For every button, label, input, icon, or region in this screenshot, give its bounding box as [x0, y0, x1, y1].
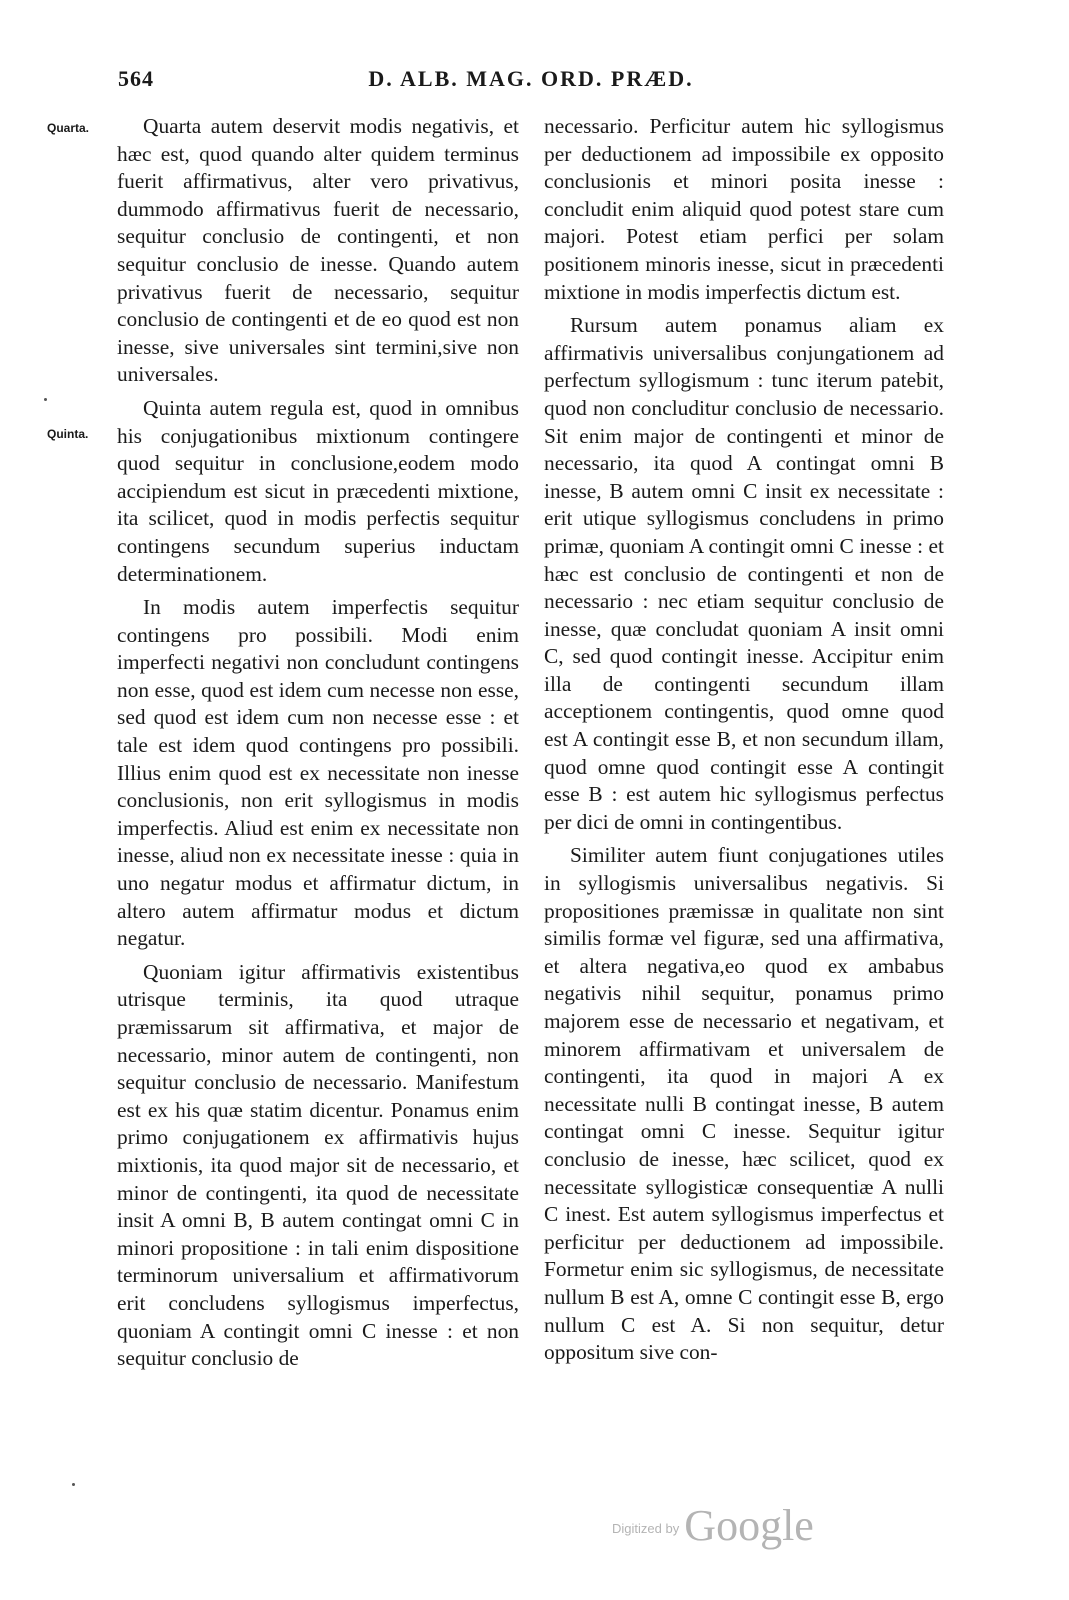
paragraph-quarta: Quarta autem deservit modis negativis, et hæc est, quod quando alter quidem terminus fuerit affirmativus, alter vero privativus, dummodo affirmativus fuerit de necessario, sequitur conclusio de contingenti, et non sequitur conclusio de inesse. Quando autem privativus fuerit de necessario, sequitur conclusio de contingenti et de eo quod est non inesse, sive universales sint termini,sive non universales.: [117, 114, 519, 387]
margin-note-quarta: Quarta.: [47, 121, 90, 135]
paragraph-quoniam: Quoniam igitur affirmativis existentibus utrisque terminis, ita quod utraque præmissarum sit affirmativa, et major de necessario, minor autem de contingenti, non sequitur conclusio de necessario. Manifestum est ex his quæ statim dicentur. Ponamus enim primo conjugationem ex affirmativis hujus mixtionis, ita quod major sit de necessario, et minor de contingenti, ita quod de necessitate insit A omni B, B autem contingat omni C in minori propositione : in tali enim dispositione terminorum universalium et affirmativorum erit concludens syllogismus imperfectus, quoniam A contingit omni C inesse : et non sequitur conclusio de: [117, 959, 519, 1371]
page-header: [118, 66, 944, 96]
right-column: [544, 113, 944, 1367]
paragraph-rursum: Rursum autem ponamus aliam ex affirmativis universalibus conjungationem ad perfectum syllogismum : tunc iterum patebit, quod non concluditur conclusio de necessario. Sit enim major de contingenti et minor de necessario, ita quod A contingat omni B inesse, B autem omni C insit ex necessitate : erit utique syllogismus concludens in primo primæ, quoniam A contingit omni C inesse : et hæc est conclusio de contingenti et non de necessario : nec etiam sequitur conclusio de inesse, quæ concludat quoniam A insit omni C, sed quod contingit inesse. Accipitur enim illa de contingenti secundum illam acceptionem contingentis, quod omne quod est A contingit esse B, et non secundum illam, quod omne quod contingit esse A contingit esse B : est autem hic syllogismus perfectus per dici de omni in contingentibus.: [544, 313, 944, 834]
paragraph-modis-imperfectis: In modis autem imperfectis sequitur contingens pro possibili. Modi enim imperfecti negativi non concludunt contingens non esse, quod est idem cum necesse non esse, sed quod est idem cum non necesse esse : et tale est idem quod contingens pro possibili. Illius enim quod est ex necessitate non inesse conclusionis, non erit syllogismus in modis imperfectis. Aliud est enim ex necessitate non inesse, aliud non ex necessitate inesse : quia in uno negatur modus et affirmatur dictum, in altero autem affirmatur modus et dictum negatur.: [117, 595, 519, 951]
google-logo: Google: [684, 1501, 814, 1550]
watermark-prefix: Digitized by: [612, 1521, 680, 1536]
paragraph-similiter: Similiter autem fiunt conjugationes utiles in syllogismis universalibus negativis. Si propositiones præmissæ in qualitate non sint similis formæ vel figuræ, sed una affirmativa, et altera negativa,eo quod ex ambabus negativis nihil sequitur, ponamus primo majorem esse de necessario et negativam, et minorem affirmativam et universalem de contingenti, ita quod in majori A ex necessitate nulli B contingat inesse, B autem contingat omni C inesse. Sequitur igitur conclusio de inesse, hæc scilicet, quod ex necessitate syllogisticæ consequentiæ A nulli C inest. Est autem syllogismus imperfectus et perficitur per deductionem ad impossibile. Formetur enim sic syllogismus, de necessitate nullum B est A, omne C contingit esse B, ergo nullum C est A. Si non sequitur, detur oppositum sive con-: [544, 843, 944, 1365]
running-head: D. ALB. MAG. ORD. PRÆD.: [368, 66, 694, 91]
margin-speck: [44, 398, 47, 401]
margin-note-quinta: Quinta.: [47, 427, 89, 441]
digitized-watermark: [612, 1500, 814, 1550]
margin-speck: [72, 1483, 75, 1486]
page-number: 564: [118, 66, 154, 91]
paragraph-quinta: Quinta autem regula est, quod in omnibus his conjugationibus mixtionum contingere quod sequitur in conclusione,eodem modo accipiendum est sicut in præcedenti mixtione, ita scilicet, quod in modis perfectis sequitur contingens secundum superius inductam determinationem.: [117, 395, 519, 586]
paragraph-continued: necessario. Perficitur autem hic syllogismus per deductionem ad impossibile ex opposito conclusionis et minori posita inesse : concludit enim aliquid quod potest stare cum majori. Potest etiam perfici per solam positionem minoris inesse, sicut in præcedenti mixtione in modis imperfectis dictum est.: [544, 114, 944, 304]
left-column: [117, 113, 519, 1373]
